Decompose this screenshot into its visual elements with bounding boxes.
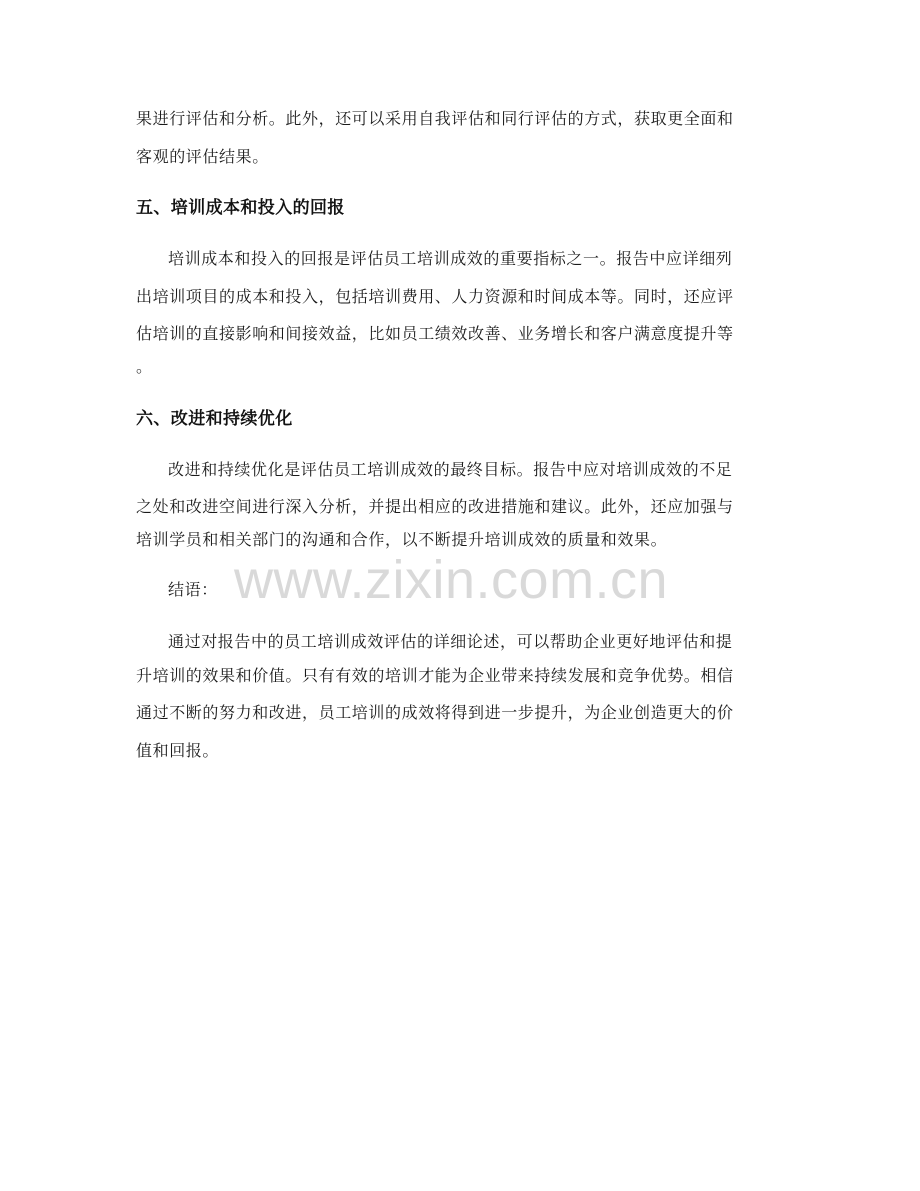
paragraph-line: 通过对报告中的员工培训成效评估的详细论述，可以帮助企业更好地评估和提 xyxy=(168,632,733,651)
conclusion-label: 结语： xyxy=(168,580,218,599)
paragraph-line: 果进行评估和分析。此外，还可以采用自我评估和同行评估的方式，获取更全面和 xyxy=(136,109,734,128)
watermark: www.zixin.com.cn xyxy=(234,550,669,610)
paragraph-line: 估培训的直接影响和间接效益，比如员工绩效改善、业务增长和客户满意度提升等 xyxy=(136,324,734,343)
paragraph-line: 客观的评估结果。 xyxy=(136,147,269,166)
paragraph-line: 培训成本和投入的回报是评估员工培训成效的重要指标之一。报告中应详细列 xyxy=(168,249,733,268)
paragraph-line: 通过不断的努力和改进，员工培训的成效将得到进一步提升，为企业创造更大的价 xyxy=(136,703,734,722)
paragraph-line: 值和回报。 xyxy=(136,741,220,760)
paragraph-line: 改进和持续优化是评估员工培训成效的最终目标。报告中应对培训成效的不足 xyxy=(168,460,733,479)
paragraph-line: 培训学员和相关部门的沟通和合作，以不断提升培训成效的质量和效果。 xyxy=(136,530,668,549)
paragraph-line: 升培训的效果和价值。只有有效的培训才能为企业带来持续发展和竞争优势。相信 xyxy=(136,666,734,685)
section-heading: 五、培训成本和投入的回报 xyxy=(136,198,345,218)
paragraph-line: 。 xyxy=(136,357,153,376)
section-heading: 六、改进和持续优化 xyxy=(136,409,293,429)
paragraph-line: 出培训项目的成本和投入，包括培训费用、人力资源和时间成本等。同时，还应评 xyxy=(136,287,734,306)
paragraph-line: 之处和改进空间进行深入分析，并提出相应的改进措施和建议。此外，还应加强与 xyxy=(136,497,734,516)
